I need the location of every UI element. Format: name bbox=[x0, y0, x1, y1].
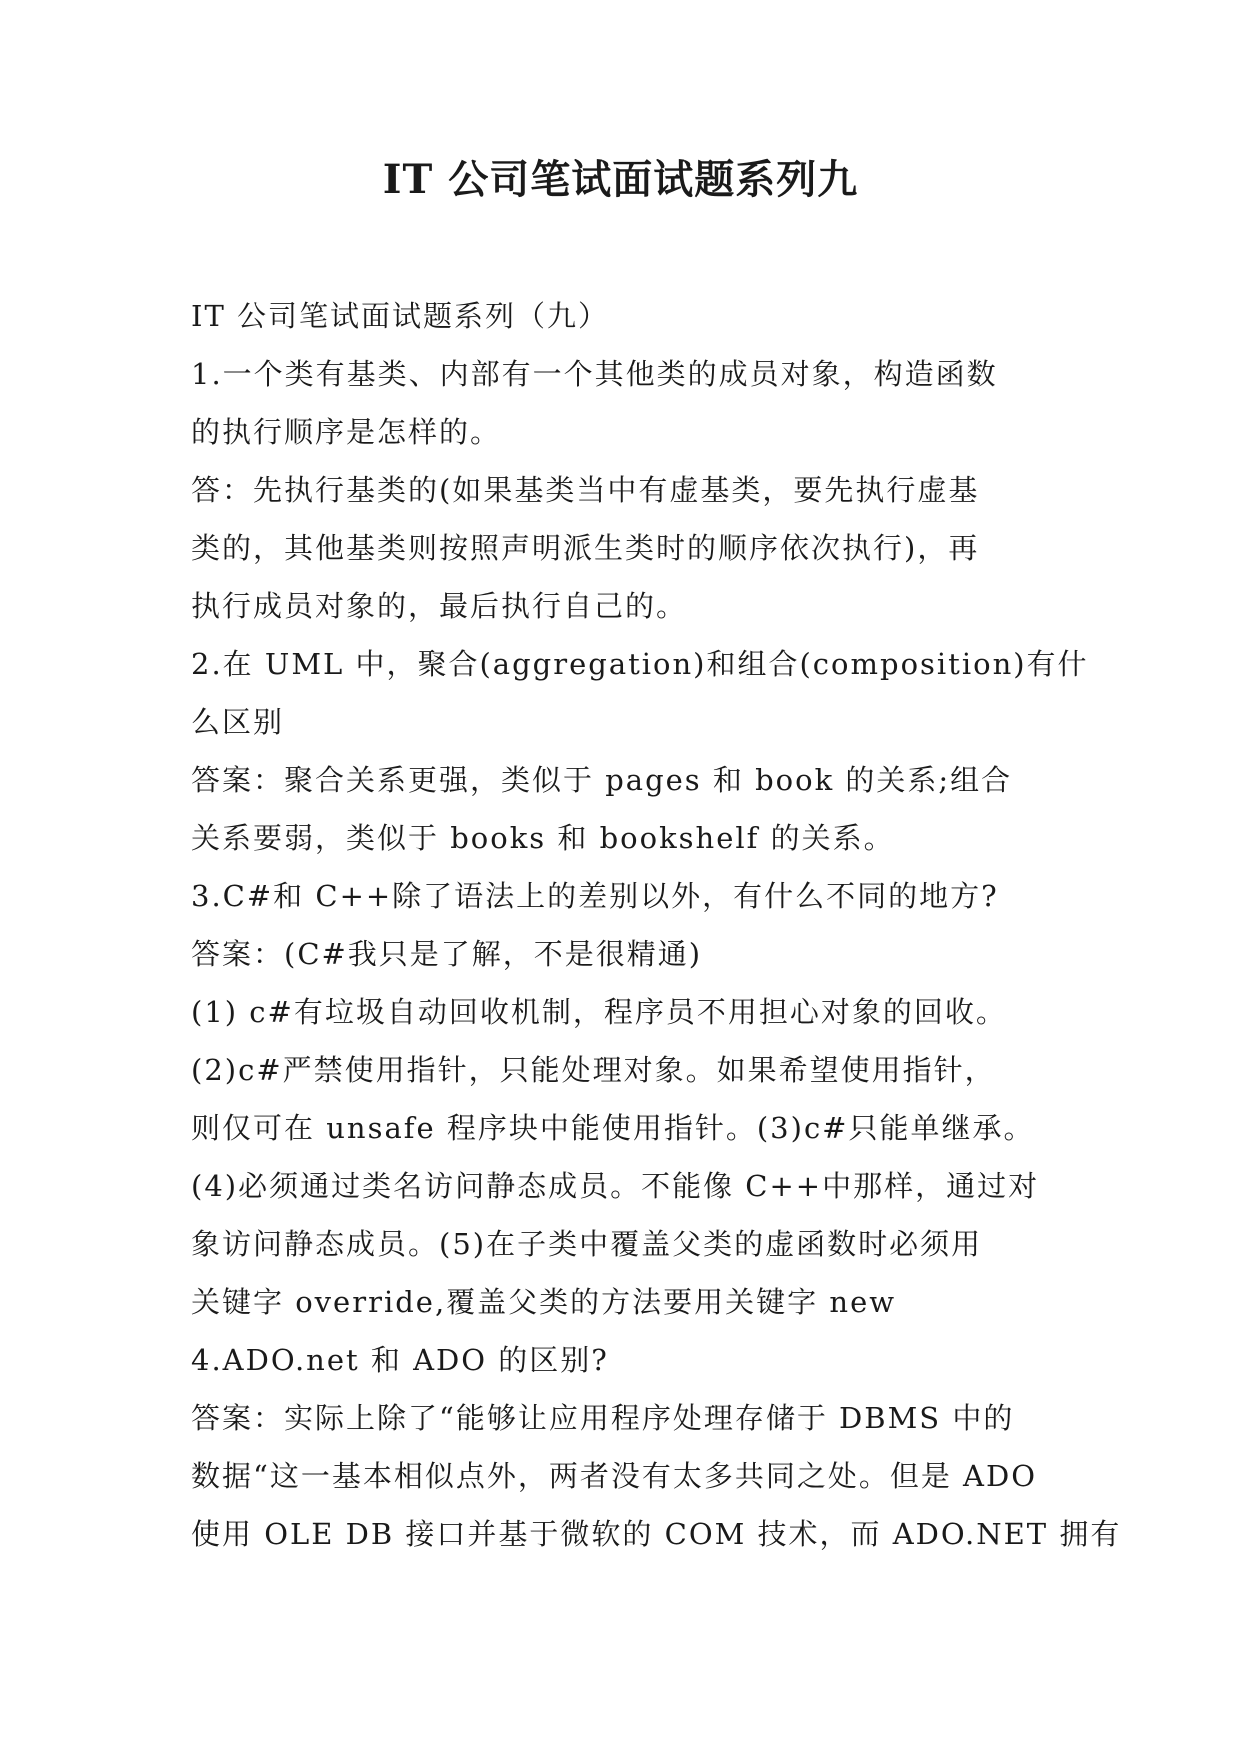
text-line: 1.一个类有基类、内部有一个其他类的成员对象，构造函数 bbox=[191, 357, 998, 391]
text-line: 关系要弱，类似于 books 和 bookshelf 的关系。 bbox=[191, 821, 895, 855]
text-line: 执行成员对象的，最后执行自己的。 bbox=[191, 589, 688, 623]
text-line: 3.C#和 C++除了语法上的差别以外，有什么不同的地方? bbox=[191, 879, 999, 913]
text-line: 使用 OLE DB 接口并基于微软的 COM 技术，而 ADO.NET 拥有 bbox=[191, 1517, 1122, 1551]
text-line: 4.ADO.net 和 ADO 的区别? bbox=[191, 1343, 609, 1377]
text-line: (2)c#严禁使用指针，只能处理对象。如果希望使用指针， bbox=[191, 1053, 996, 1087]
text-line: 答案：实际上除了“能够让应用程序处理存储于 DBMS 中的 bbox=[191, 1401, 1015, 1435]
text-line: 答案：聚合关系更强，类似于 pages 和 book 的关系;组合 bbox=[191, 763, 1013, 797]
text-line: 答：先执行基类的(如果基类当中有虚基类，要先执行虚基 bbox=[191, 473, 980, 507]
text-line: 么区别 bbox=[191, 705, 285, 739]
text-line: 象访问静态成员。(5)在子类中覆盖父类的虚函数时必须用 bbox=[191, 1227, 983, 1261]
text-line: 关键字 override,覆盖父类的方法要用关键字 new bbox=[191, 1285, 897, 1319]
text-line: (4)必须通过类名访问静态成员。不能像 C++中那样，通过对 bbox=[191, 1169, 1040, 1203]
text-line: IT 公司笔试面试题系列（九） bbox=[191, 299, 610, 333]
text-line: 的执行顺序是怎样的。 bbox=[191, 415, 502, 449]
text-line: 类的，其他基类则按照声明派生类时的顺序依次执行)，再 bbox=[191, 531, 980, 565]
document-title: IT 公司笔试面试题系列九 bbox=[382, 156, 859, 203]
text-line: 2.在 UML 中，聚合(aggregation)和组合(composition)有什 bbox=[191, 647, 1089, 681]
text-line: 答案：(C#我只是了解，不是很精通) bbox=[191, 937, 703, 971]
text-line: 数据“这一基本相似点外，两者没有太多共同之处。但是 ADO bbox=[191, 1459, 1038, 1493]
text-line: (1) c#有垃圾自动回收机制，程序员不用担心对象的回收。 bbox=[191, 995, 1007, 1029]
text-line: 则仅可在 unsafe 程序块中能使用指针。(3)c#只能单继承。 bbox=[191, 1111, 1035, 1145]
document-body bbox=[191, 287, 1122, 1563]
